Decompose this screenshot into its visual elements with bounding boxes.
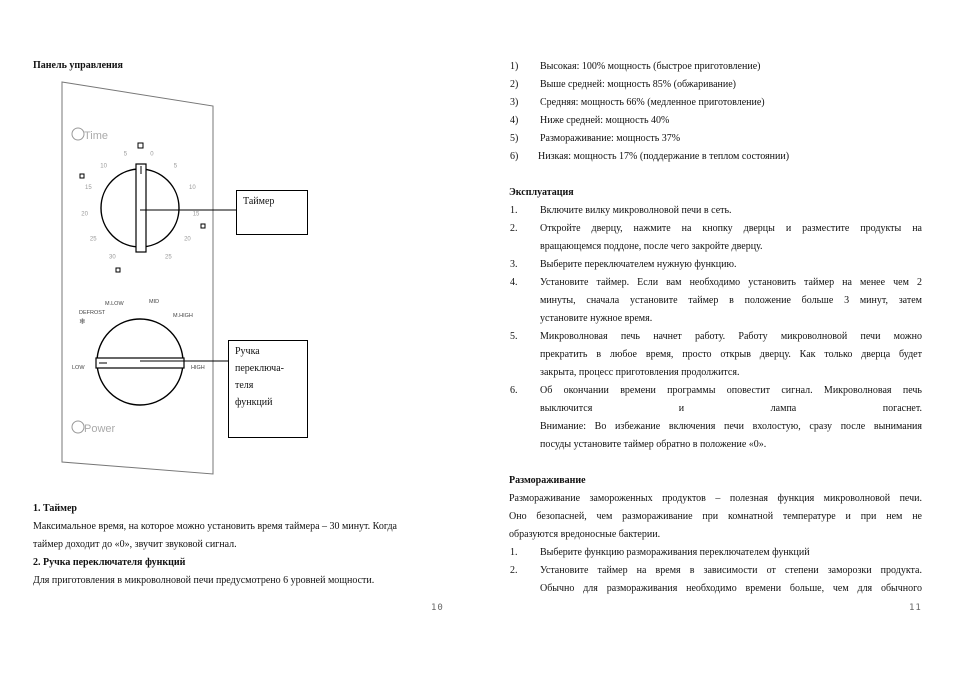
section-title-defrost: Размораживание <box>509 475 586 486</box>
section-title-operation: Эксплуатация <box>509 187 574 198</box>
text-line: таймер доходит до «0», звучит звуковой сигнал. <box>33 539 237 550</box>
timer-tick-label: 5 <box>123 151 128 158</box>
power-level-item: Ниже средней: мощность 40% <box>540 115 670 126</box>
svg-text:LOW: LOW <box>72 365 85 371</box>
callout-leaders <box>140 200 240 370</box>
svg-text:Time: Time <box>84 130 109 142</box>
timer-tick-label: 25 <box>89 236 97 243</box>
power-level-item: Размораживание: мощность 37% <box>540 133 681 144</box>
list-item-line: выключится и лампа погаснет. <box>540 403 922 414</box>
list-number: 3. <box>510 259 518 270</box>
paragraph-line: Оно безопасней, чем размораживание при комнатной температуре и при нем не <box>509 511 922 522</box>
page-heading: Панель управления <box>33 60 123 71</box>
list-number: 5) <box>510 133 519 144</box>
list-number: 3) <box>510 97 519 108</box>
list-item-line: Обычно для размораживания необходимо времени больше, чем для обычного <box>540 583 922 594</box>
list-number: 1) <box>510 61 519 72</box>
selector-callout-line: Ручка <box>235 346 260 357</box>
svg-text:M.LOW: M.LOW <box>105 301 124 307</box>
list-item-line: Установите таймер на время в зависимости от степени заморозки продукта. <box>540 565 922 576</box>
timer-tick-label: 15 <box>192 211 200 218</box>
list-item-line: Выберите переключателем нужную функцию. <box>540 259 737 270</box>
selector-callout-line: функций <box>235 397 273 408</box>
list-item-line: Включите вилку микроволновой печи в сеть. <box>540 205 732 216</box>
page-number: 10 <box>431 603 444 613</box>
list-item-line: Выберите функцию размораживания переключателем функций <box>540 547 810 558</box>
list-item-line: установите нужное время. <box>540 313 653 324</box>
power-level-item: Выше средней: мощность 85% (обжаривание) <box>540 79 736 90</box>
list-number: 1. <box>510 205 518 216</box>
timer-tick-label: 30 <box>109 254 116 261</box>
list-number: 2. <box>510 223 518 234</box>
list-item-line: Микроволновая печь начнет работу. Работу микроволновой печи можно <box>540 331 922 342</box>
selector-callout-line: переключа- <box>235 363 284 374</box>
timer-tick-label: 15 <box>85 185 92 192</box>
list-item-line: Внимание: Во избежание включения печи вхолостую, сразу после вынимания <box>540 421 922 432</box>
list-item-line: вращающемся поддоне, после чего закройте дверцу. <box>540 241 763 252</box>
svg-text:❄: ❄ <box>79 317 86 326</box>
timer-tick-label: 25 <box>165 254 172 261</box>
list-item-line: закрыта, процесс приготовления продолжится. <box>540 367 740 378</box>
list-number: 4. <box>510 277 518 288</box>
timer-tick-label: 20 <box>184 236 191 243</box>
page-number: 11 <box>909 603 922 613</box>
timer-callout-label: Таймер <box>243 196 275 207</box>
timer-tick-label: 10 <box>100 163 107 170</box>
section-title-selector: 2. Ручка переключателя функций <box>33 557 186 568</box>
list-number: 1. <box>510 547 518 558</box>
list-item-line: Откройте дверцу, нажмите на кнопку дверцы и разместите продукты на <box>540 223 922 234</box>
selector-callout-line: теля <box>235 380 254 391</box>
list-item-line: минуты, сначала установите таймер в положение больше 3 минут, затем <box>540 295 922 306</box>
timer-tick-label: 10 <box>189 185 196 192</box>
svg-text:Power: Power <box>84 423 116 435</box>
list-item-line: посуды установите таймер обратно в положение «0». <box>540 439 767 450</box>
list-item-line: Об окончании времени программы оповестит сигнал. Микроволновая печь <box>540 385 922 396</box>
power-level-item: Высокая: 100% мощность (быстрое приготовление) <box>540 61 761 72</box>
list-number: 6. <box>510 385 518 396</box>
list-item-line: Установите таймер. Если вам необходимо установить таймер на менее чем 2 <box>540 277 922 288</box>
list-number: 5. <box>510 331 518 342</box>
text-line: Максимальное время, на которое можно установить время таймера – 30 минут. Когда <box>33 521 397 532</box>
svg-text:M.HIGH: M.HIGH <box>173 313 193 319</box>
list-number: 4) <box>510 115 519 126</box>
power-level-item: Низкая: мощность 17% (поддержание в теплом состоянии) <box>538 151 790 162</box>
power-level-item: Средняя: мощность 66% (медленное приготовление) <box>540 97 765 108</box>
svg-text:DEFROST: DEFROST <box>79 310 106 316</box>
list-number: 2. <box>510 565 518 576</box>
selector-callout <box>228 340 308 438</box>
timer-tick-label: 20 <box>81 211 88 218</box>
paragraph-line: образуются вредоносные бактерии. <box>509 529 661 540</box>
text-line: Для приготовления в микроволновой печи предусмотрено 6 уровней мощности. <box>33 575 375 586</box>
list-number: 2) <box>510 79 519 90</box>
svg-text:HIGH: HIGH <box>191 365 205 371</box>
timer-tick-label: 0 <box>150 151 154 158</box>
section-title-timer: 1. Таймер <box>33 503 77 514</box>
svg-text:MID: MID <box>149 299 160 305</box>
timer-tick-label: 5 <box>173 163 178 170</box>
timer-callout <box>236 190 308 235</box>
list-item-line: прекратить в любое время, просто открыв дверцу. Как только дверца будет <box>540 349 922 360</box>
list-number: 6) <box>510 151 519 162</box>
paragraph-line: Размораживание замороженных продуктов – полезная функция микроволновой печи. <box>509 493 922 504</box>
